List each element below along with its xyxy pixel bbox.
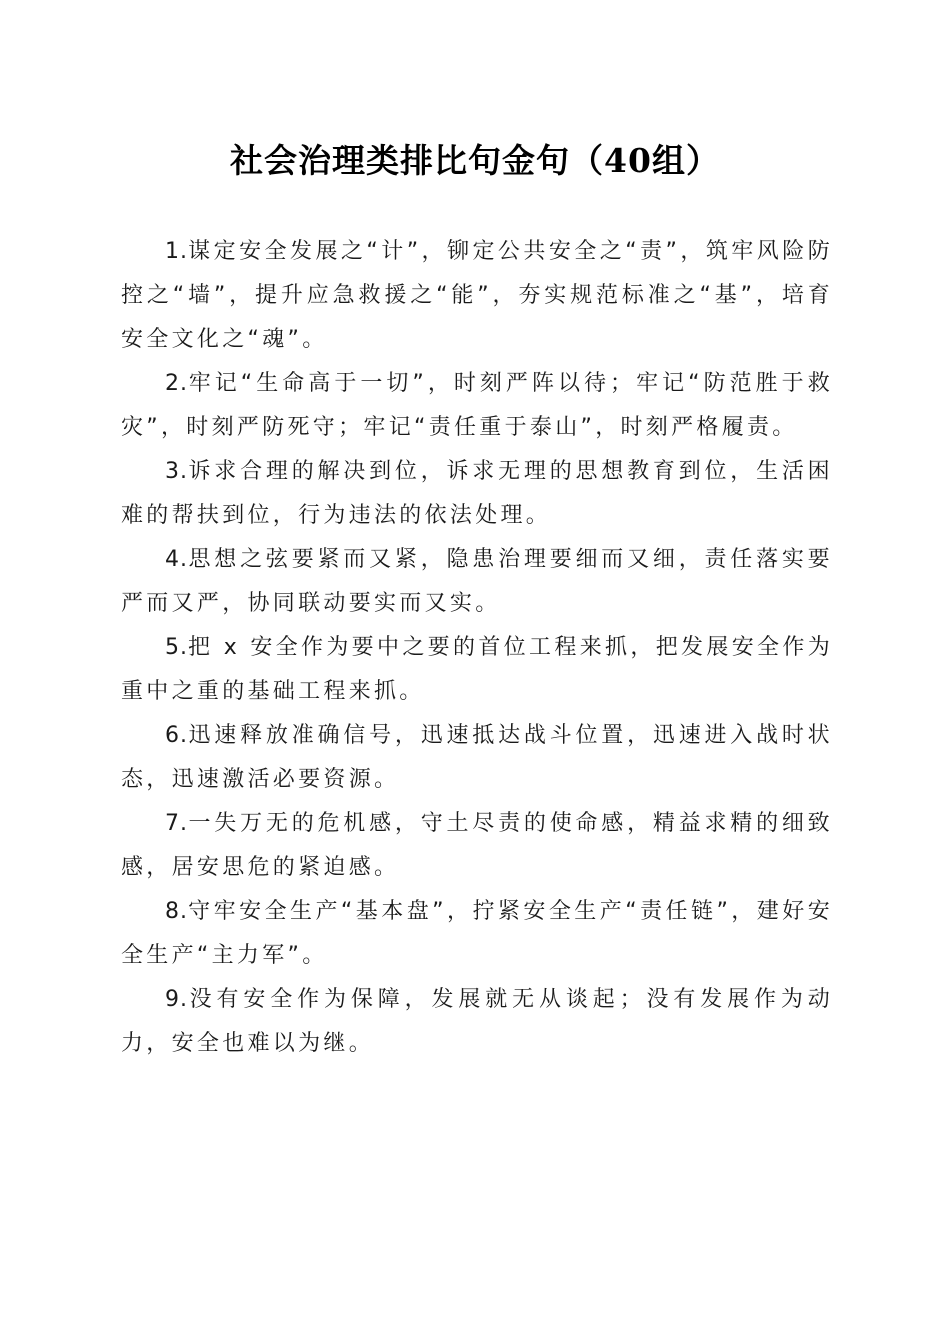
list-item-9	[121, 978, 833, 1066]
item-text: 迅速释放准确信号，迅速抵达战斗位置，迅速进入战时状态，迅速激活必要资源。	[121, 723, 833, 792]
list-item-5	[121, 626, 833, 714]
item-number: 4.	[165, 547, 188, 572]
list-item-4	[121, 538, 833, 626]
item-number: 1.	[165, 239, 188, 264]
item-number: 7.	[165, 811, 188, 836]
document-body	[121, 230, 833, 1066]
list-item-1	[121, 230, 833, 362]
list-item-3	[121, 450, 833, 538]
page-title: 社会治理类排比句金句（40组）	[230, 141, 720, 180]
item-number: 8.	[165, 899, 188, 924]
item-text: 谋定安全发展之“计”，铆定公共安全之“责”，筑牢风险防控之“墙”，提升应急救援之“能”，夯实规范标准之“基”，培育安全文化之“魂”。	[121, 239, 833, 352]
item-text: 思想之弦要紧而又紧，隐患治理要细而又细，责任落实要严而又严，协同联动要实而又实。	[121, 547, 833, 616]
item-text: 诉求合理的解决到位，诉求无理的思想教育到位，生活困难的帮扶到位，行为违法的依法处理。	[121, 459, 833, 528]
item-text: 没有安全作为保障，发展就无从谈起；没有发展作为动力，安全也难以为继。	[121, 987, 833, 1056]
list-item-6	[121, 714, 833, 802]
item-number: 3.	[165, 459, 188, 484]
item-text: 把 x 安全作为要中之要的首位工程来抓，把发展安全作为重中之重的基础工程来抓。	[121, 635, 833, 704]
item-text: 牢记“生命高于一切”，时刻严阵以待；牢记“防范胜于救灾”，时刻严防死守；牢记“责任重于泰山”，时刻严格履责。	[121, 371, 833, 440]
list-item-7	[121, 802, 833, 890]
item-text: 守牢安全生产“基本盘”，拧紧安全生产“责任链”，建好安全生产“主力军”。	[121, 899, 833, 968]
list-item-8	[121, 890, 833, 978]
item-text: 一失万无的危机感，守土尽责的使命感，精益求精的细致感，居安思危的紧迫感。	[121, 811, 833, 880]
item-number: 9.	[165, 987, 188, 1012]
item-number: 2.	[165, 371, 188, 396]
item-number: 6.	[165, 723, 188, 748]
list-item-2	[121, 362, 833, 450]
item-number: 5.	[165, 635, 188, 660]
